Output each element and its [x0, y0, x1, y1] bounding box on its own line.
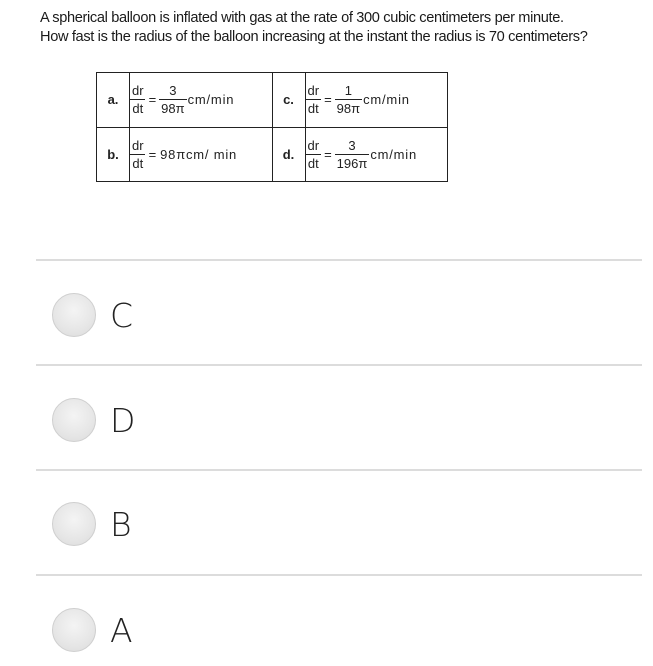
- radio-button-b[interactable]: [52, 502, 96, 546]
- radio-button-a[interactable]: [52, 608, 96, 652]
- question-line-2: How fast is the radius of the balloon increasing at the instant the radius is 70 centimeters?: [40, 29, 588, 45]
- derivative-fraction: [306, 82, 322, 117]
- fraction-numerator: 3: [169, 83, 177, 99]
- fraction-numerator: dr: [132, 83, 144, 99]
- equals-sign: =: [324, 146, 332, 162]
- option-label-d: D: [110, 400, 136, 440]
- option-b[interactable]: [52, 500, 132, 548]
- fraction-numerator: dr: [132, 137, 144, 153]
- fraction-denominator: dt: [132, 155, 144, 171]
- question-line-1: A spherical balloon is inflated with gas at the rate of 300 cubic centimeters per minute.: [40, 10, 564, 26]
- choice-expression-a: [130, 73, 273, 128]
- value-fraction: [159, 82, 186, 117]
- divider: [36, 259, 642, 261]
- choice-letter-a: a.: [97, 73, 130, 128]
- fraction-denominator: dt: [132, 101, 144, 117]
- table-row: [97, 73, 448, 128]
- unit-label: cm/min: [363, 92, 410, 108]
- derivative-fraction: [130, 137, 146, 172]
- option-d[interactable]: [52, 396, 135, 444]
- equals-sign: =: [148, 92, 157, 108]
- choice-expression-b: [130, 127, 273, 182]
- choice-letter-b: b.: [97, 127, 130, 182]
- radio-button-d[interactable]: [52, 398, 96, 442]
- table-row: [97, 127, 448, 182]
- choice-expression-c: [305, 73, 448, 128]
- equals-sign: =: [324, 92, 332, 108]
- value-with-unit: 98πcm/ min: [160, 146, 238, 162]
- option-label-c: C: [110, 295, 134, 335]
- option-label-b: B: [110, 504, 132, 544]
- fraction-denominator: 196π: [336, 155, 368, 171]
- value-fraction: [335, 82, 362, 117]
- divider: [36, 574, 642, 576]
- equals-sign: =: [148, 146, 157, 162]
- answer-choices-table: [96, 72, 448, 182]
- fraction-denominator: dt: [307, 155, 319, 171]
- fraction-denominator: 98π: [161, 101, 185, 117]
- divider: [36, 469, 642, 471]
- fraction-numerator: dr: [307, 83, 320, 99]
- value-fraction: [335, 137, 370, 172]
- option-a[interactable]: [52, 606, 133, 654]
- derivative-fraction: [306, 137, 322, 172]
- fraction-numerator: dr: [307, 137, 320, 153]
- fraction-denominator: dt: [307, 101, 319, 117]
- unit-label: cm/min: [370, 146, 418, 162]
- fraction-numerator: 3: [348, 137, 356, 153]
- fraction-denominator: 98π: [336, 101, 361, 117]
- unit-label: cm/min: [187, 92, 235, 108]
- choice-expression-d: [305, 127, 448, 182]
- question-text: [40, 9, 645, 47]
- radio-button-c[interactable]: [52, 293, 96, 337]
- divider: [36, 364, 642, 366]
- option-label-a: A: [110, 610, 133, 650]
- derivative-fraction: [130, 82, 146, 117]
- choice-letter-d: d.: [272, 127, 305, 182]
- choice-letter-c: c.: [272, 73, 305, 128]
- option-c[interactable]: [52, 291, 133, 339]
- fraction-numerator: 1: [344, 83, 352, 99]
